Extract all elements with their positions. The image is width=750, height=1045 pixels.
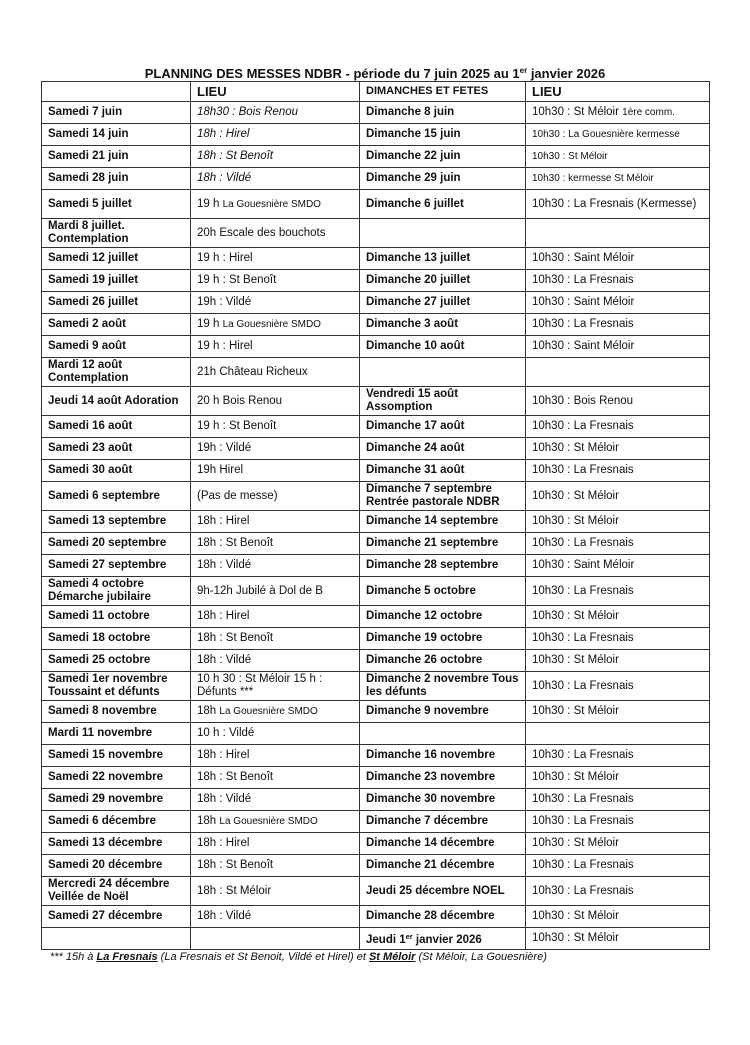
sunday-location-cell: 10h30 : kermesse St Méloir: [526, 168, 710, 190]
sunday-date-cell: [360, 723, 526, 745]
saturday-location-cell: 19 h : Hirel: [191, 336, 360, 358]
page-title: PLANNING DES MESSES NDBR - période du 7 juin 2025 au 1er janvier 2026: [144, 66, 606, 81]
sunday-date-cell: Jeudi 1er janvier 2026: [360, 928, 526, 950]
saturday-location-cell: 20 h Bois Renou: [191, 387, 360, 416]
saturday-date-cell: Samedi 7 juin: [42, 102, 191, 124]
table-row: [42, 701, 710, 723]
table-row: [42, 314, 710, 336]
table-row: [42, 248, 710, 270]
sunday-location-cell: 10h30 : St Méloir: [526, 767, 710, 789]
saturday-location-cell: 19h Hirel: [191, 460, 360, 482]
header-lieu-2: LIEU: [526, 82, 710, 102]
sunday-location-cell: 10h30 : La Fresnais: [526, 877, 710, 906]
sunday-date-cell: Dimanche 20 juillet: [360, 270, 526, 292]
sunday-date-cell: Dimanche 7 décembre: [360, 811, 526, 833]
saturday-date-cell: Samedi 22 novembre: [42, 767, 191, 789]
saturday-date-cell: Mardi 12 août Contemplation: [42, 358, 191, 387]
sunday-location-cell: [526, 219, 710, 248]
table-row: [42, 190, 710, 219]
sunday-location-cell: 10h30 : Saint Méloir: [526, 248, 710, 270]
sunday-date-cell: Dimanche 12 octobre: [360, 606, 526, 628]
saturday-location-cell: 19h : Vildé: [191, 292, 360, 314]
sunday-date-cell: Dimanche 27 juillet: [360, 292, 526, 314]
table-row: [42, 767, 710, 789]
sunday-date-cell: Dimanche 13 juillet: [360, 248, 526, 270]
saturday-location-cell: 10 h 30 : St Méloir 15 h : Défunts ***: [191, 672, 360, 701]
sunday-date-cell: Dimanche 5 octobre: [360, 577, 526, 606]
table-row: [42, 219, 710, 248]
saturday-date-cell: Mardi 11 novembre: [42, 723, 191, 745]
saturday-location-cell: 19h : Vildé: [191, 438, 360, 460]
sunday-date-cell: Dimanche 28 septembre: [360, 555, 526, 577]
sunday-date-cell: Dimanche 29 juin: [360, 168, 526, 190]
saturday-date-cell: Samedi 20 décembre: [42, 855, 191, 877]
sunday-location-cell: 10h30 : St Méloir 1ère comm.: [526, 102, 710, 124]
table-row: [42, 928, 710, 950]
saturday-location-cell: 18h : Vildé: [191, 650, 360, 672]
sunday-date-cell: Dimanche 3 août: [360, 314, 526, 336]
mass-schedule-table: [41, 81, 710, 950]
sunday-location-cell: 10h30 : Saint Méloir: [526, 292, 710, 314]
sunday-date-cell: Dimanche 10 août: [360, 336, 526, 358]
sunday-location-cell: 10h30 : La Fresnais: [526, 270, 710, 292]
table-row: [42, 460, 710, 482]
saturday-location-cell: 18h30 : Bois Renou: [191, 102, 360, 124]
saturday-location-cell: 9h-12h Jubilé à Dol de B: [191, 577, 360, 606]
sunday-date-cell: Dimanche 23 novembre: [360, 767, 526, 789]
sunday-date-cell: Dimanche 31 août: [360, 460, 526, 482]
sunday-location-cell: 10h30 : La Fresnais: [526, 672, 710, 701]
saturday-location-cell: 18h : Hirel: [191, 606, 360, 628]
table-row: [42, 855, 710, 877]
sunday-location-cell: 10h30 : La Fresnais: [526, 628, 710, 650]
saturday-location-cell: 18h La Gouesnière SMDO: [191, 701, 360, 723]
sunday-date-cell: Dimanche 21 septembre: [360, 533, 526, 555]
saturday-location-cell: 19 h La Gouesnière SMDO: [191, 190, 360, 219]
sunday-date-cell: Dimanche 16 novembre: [360, 745, 526, 767]
header-dimanches: DIMANCHES ET FETES: [360, 82, 526, 102]
sunday-location-cell: 10h30 : La Fresnais: [526, 811, 710, 833]
saturday-location-cell: 10 h : Vildé: [191, 723, 360, 745]
table-row: [42, 577, 710, 606]
table-row: [42, 811, 710, 833]
saturday-location-cell: 18h : Vildé: [191, 789, 360, 811]
sunday-location-cell: 10h30 : Saint Méloir: [526, 336, 710, 358]
sunday-date-cell: Dimanche 6 juillet: [360, 190, 526, 219]
sunday-location-cell: 10h30 : La Fresnais: [526, 314, 710, 336]
sunday-location-cell: 10h30 : St Méloir: [526, 438, 710, 460]
sunday-date-cell: Dimanche 22 juin: [360, 146, 526, 168]
table-row: [42, 358, 710, 387]
saturday-date-cell: Samedi 5 juillet: [42, 190, 191, 219]
footnote: *** 15h à La Fresnais (La Fresnais et St Benoit, Vildé et Hirel) et St Méloir (St Méloir, La Gouesnière): [50, 951, 547, 963]
sunday-date-cell: Dimanche 21 décembre: [360, 855, 526, 877]
table-row: [42, 416, 710, 438]
sunday-location-cell: 10h30 : La Fresnais (Kermesse): [526, 190, 710, 219]
saturday-date-cell: Samedi 16 août: [42, 416, 191, 438]
saturday-location-cell: 19 h : St Benoît: [191, 270, 360, 292]
sunday-date-cell: Jeudi 25 décembre NOEL: [360, 877, 526, 906]
sunday-location-cell: 10h30 : St Méloir: [526, 606, 710, 628]
sunday-date-cell: Dimanche 2 novembre Tous les défunts: [360, 672, 526, 701]
sunday-location-cell: 10h30 : St Méloir: [526, 833, 710, 855]
table-row: [42, 146, 710, 168]
sunday-location-cell: [526, 723, 710, 745]
saturday-location-cell: 18h : St Méloir: [191, 877, 360, 906]
sunday-location-cell: 10h30 : La Fresnais: [526, 416, 710, 438]
saturday-date-cell: Samedi 30 août: [42, 460, 191, 482]
saturday-date-cell: Samedi 8 novembre: [42, 701, 191, 723]
table-row: [42, 628, 710, 650]
table-row: [42, 745, 710, 767]
table-row: [42, 387, 710, 416]
sunday-date-cell: Dimanche 26 octobre: [360, 650, 526, 672]
saturday-location-cell: 18h : Hirel: [191, 511, 360, 533]
sunday-date-cell: Dimanche 7 septembre Rentrée pastorale NDBR: [360, 482, 526, 511]
saturday-location-cell: 18h : Hirel: [191, 745, 360, 767]
sunday-location-cell: 10h30 : St Méloir: [526, 482, 710, 511]
saturday-date-cell: Samedi 1er novembre Toussaint et défunts: [42, 672, 191, 701]
saturday-location-cell: 18h : St Benoît: [191, 533, 360, 555]
saturday-location-cell: [191, 928, 360, 950]
saturday-location-cell: 18h : St Benoît: [191, 767, 360, 789]
saturday-date-cell: Samedi 4 octobre Démarche jubilaire: [42, 577, 191, 606]
saturday-date-cell: Samedi 19 juillet: [42, 270, 191, 292]
saturday-date-cell: Samedi 6 décembre: [42, 811, 191, 833]
sunday-date-cell: Vendredi 15 août Assomption: [360, 387, 526, 416]
sunday-location-cell: 10h30 : La Fresnais: [526, 855, 710, 877]
table-row: [42, 292, 710, 314]
table-row: [42, 336, 710, 358]
sunday-location-cell: 10h30 : La Fresnais: [526, 745, 710, 767]
sunday-date-cell: Dimanche 24 août: [360, 438, 526, 460]
sunday-date-cell: Dimanche 14 septembre: [360, 511, 526, 533]
saturday-date-cell: Samedi 15 novembre: [42, 745, 191, 767]
saturday-date-cell: Samedi 12 juillet: [42, 248, 191, 270]
sunday-date-cell: [360, 219, 526, 248]
saturday-location-cell: 18h : Vildé: [191, 906, 360, 928]
saturday-date-cell: Samedi 18 octobre: [42, 628, 191, 650]
saturday-date-cell: Samedi 21 juin: [42, 146, 191, 168]
saturday-location-cell: 18h : Hirel: [191, 833, 360, 855]
saturday-location-cell: 19 h La Gouesnière SMDO: [191, 314, 360, 336]
saturday-date-cell: Samedi 23 août: [42, 438, 191, 460]
sunday-location-cell: 10h30 : St Méloir: [526, 146, 710, 168]
table-row: [42, 533, 710, 555]
sunday-location-cell: 10h30 : La Gouesnière kermesse: [526, 124, 710, 146]
saturday-date-cell: Samedi 13 septembre: [42, 511, 191, 533]
saturday-date-cell: Samedi 9 août: [42, 336, 191, 358]
sunday-location-cell: 10h30 : La Fresnais: [526, 577, 710, 606]
table-row: [42, 789, 710, 811]
saturday-location-cell: 18h : St Benoît: [191, 628, 360, 650]
saturday-location-cell: 19 h : Hirel: [191, 248, 360, 270]
saturday-location-cell: 18h : St Benoît: [191, 855, 360, 877]
saturday-location-cell: 18h : Vildé: [191, 555, 360, 577]
saturday-date-cell: Samedi 25 octobre: [42, 650, 191, 672]
table-row: [42, 672, 710, 701]
saturday-location-cell: 21h Château Richeux: [191, 358, 360, 387]
sunday-date-cell: Dimanche 28 décembre: [360, 906, 526, 928]
saturday-date-cell: Samedi 2 août: [42, 314, 191, 336]
saturday-date-cell: Samedi 26 juillet: [42, 292, 191, 314]
table-row: [42, 833, 710, 855]
sunday-date-cell: Dimanche 17 août: [360, 416, 526, 438]
saturday-date-cell: Jeudi 14 août Adoration: [42, 387, 191, 416]
saturday-date-cell: [42, 928, 191, 950]
sunday-location-cell: 10h30 : La Fresnais: [526, 460, 710, 482]
sunday-location-cell: 10h30 : St Méloir: [526, 928, 710, 950]
saturday-date-cell: Samedi 11 octobre: [42, 606, 191, 628]
sunday-location-cell: 10h30 : St Méloir: [526, 906, 710, 928]
saturday-location-cell: (Pas de messe): [191, 482, 360, 511]
table-row: [42, 168, 710, 190]
sunday-location-cell: 10h30 : Bois Renou: [526, 387, 710, 416]
saturday-date-cell: Samedi 6 septembre: [42, 482, 191, 511]
sunday-date-cell: Dimanche 19 octobre: [360, 628, 526, 650]
table-row: [42, 555, 710, 577]
sunday-location-cell: 10h30 : La Fresnais: [526, 533, 710, 555]
sunday-location-cell: 10h30 : Saint Méloir: [526, 555, 710, 577]
saturday-date-cell: Samedi 29 novembre: [42, 789, 191, 811]
saturday-date-cell: Samedi 27 décembre: [42, 906, 191, 928]
saturday-date-cell: Samedi 14 juin: [42, 124, 191, 146]
saturday-date-cell: Mercredi 24 décembre Veillée de Noël: [42, 877, 191, 906]
saturday-location-cell: 18h : St Benoît: [191, 146, 360, 168]
sunday-date-cell: Dimanche 9 novembre: [360, 701, 526, 723]
saturday-location-cell: 18h : Hirel: [191, 124, 360, 146]
sunday-location-cell: 10h30 : St Méloir: [526, 650, 710, 672]
sunday-location-cell: 10h30 : La Fresnais: [526, 789, 710, 811]
saturday-date-cell: Mardi 8 juillet. Contemplation: [42, 219, 191, 248]
table-row: [42, 482, 710, 511]
table-row: [42, 906, 710, 928]
sunday-location-cell: [526, 358, 710, 387]
sunday-date-cell: Dimanche 8 juin: [360, 102, 526, 124]
table-row: [42, 438, 710, 460]
saturday-location-cell: 18h : Vildé: [191, 168, 360, 190]
saturday-date-cell: Samedi 27 septembre: [42, 555, 191, 577]
table-row: [42, 270, 710, 292]
table-row: [42, 606, 710, 628]
table-row: [42, 723, 710, 745]
saturday-date-cell: Samedi 13 décembre: [42, 833, 191, 855]
sunday-location-cell: 10h30 : St Méloir: [526, 511, 710, 533]
header-lieu-1: LIEU: [191, 82, 360, 102]
table-row: [42, 511, 710, 533]
sunday-date-cell: Dimanche 30 novembre: [360, 789, 526, 811]
header-blank: [42, 82, 191, 102]
table-header-row: [42, 82, 710, 102]
saturday-location-cell: 18h La Gouesnière SMDO: [191, 811, 360, 833]
sunday-date-cell: Dimanche 15 juin: [360, 124, 526, 146]
table-row: [42, 877, 710, 906]
sunday-location-cell: 10h30 : St Méloir: [526, 701, 710, 723]
saturday-date-cell: Samedi 28 juin: [42, 168, 191, 190]
sunday-date-cell: Dimanche 14 décembre: [360, 833, 526, 855]
saturday-location-cell: 19 h : St Benoît: [191, 416, 360, 438]
saturday-date-cell: Samedi 20 septembre: [42, 533, 191, 555]
table-row: [42, 102, 710, 124]
table-row: [42, 650, 710, 672]
saturday-location-cell: 20h Escale des bouchots: [191, 219, 360, 248]
sunday-date-cell: [360, 358, 526, 387]
table-row: [42, 124, 710, 146]
